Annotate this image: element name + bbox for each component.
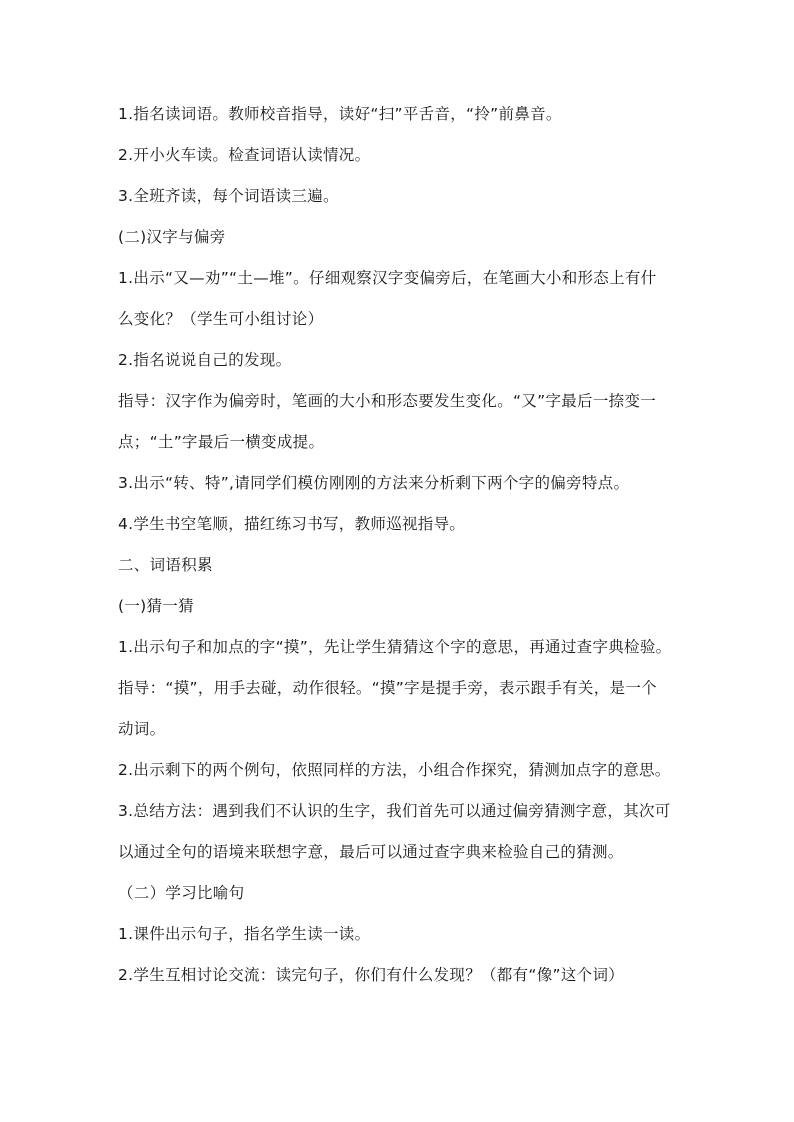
text-line: 4.学生书空笔顺，描红练习书写，教师巡视指导。: [118, 515, 466, 533]
text-line: 么变化？（学生可小组讨论）: [118, 310, 324, 328]
section-heading: (二)汉字与偏旁: [118, 228, 226, 246]
text-line: 3.全班齐读，每个词语读三遍。: [118, 187, 339, 205]
text-line: 2.学生互相讨论交流：读完句子，你们有什么发现？（都有“像”这个词）: [118, 966, 625, 984]
text-line: 2.指名说说自己的发现。: [118, 351, 292, 369]
text-line: 指导：“摸”，用手去碰，动作很轻。“摸”字是提手旁，表示跟手有关，是一个: [118, 679, 657, 697]
document-body: [118, 104, 688, 1006]
subsection-heading: （二）学习比喻句: [118, 884, 245, 902]
text-line: 动词。: [118, 720, 166, 738]
text-line: 2.出示剩下的两个例句，依照同样的方法，小组合作探究，猜测加点字的意思。: [118, 761, 671, 779]
text-line: 2.开小火车读。检查词语认读情况。: [118, 146, 371, 164]
text-line: 3.出示“转、特”,请同学们模仿刚刚的方法来分析剩下两个字的偏旁特点。: [118, 474, 630, 492]
section-heading: 二、词语积累: [118, 556, 213, 574]
subsection-heading: (一)猜一猜: [118, 597, 194, 615]
text-line: 1.出示句子和加点的字“摸”，先让学生猜猜这个字的意思，再通过查字典检验。: [118, 638, 672, 656]
text-line: 指导：汉字作为偏旁时，笔画的大小和形态要发生变化。“又”字最后一捺变一: [118, 392, 657, 410]
text-line: 3.总结方法：遇到我们不认识的生字，我们首先可以通过偏旁猜测字意，其次可: [118, 802, 671, 820]
text-line: 1.出示“又—劝”“土—堆”。仔细观察汉字变偏旁后，在笔画大小和形态上有什: [118, 269, 657, 287]
text-line: 点；“土”字最后一横变成提。: [118, 433, 325, 451]
text-line: 1.指名读词语。教师校音指导，读好“扫”平舌音，“拎”前鼻音。: [118, 105, 562, 123]
text-line: 以通过全句的语境来联想字意，最后可以通过查字典来检验自己的猜测。: [118, 843, 624, 861]
text-line: 1.课件出示句子，指名学生读一读。: [118, 925, 371, 943]
